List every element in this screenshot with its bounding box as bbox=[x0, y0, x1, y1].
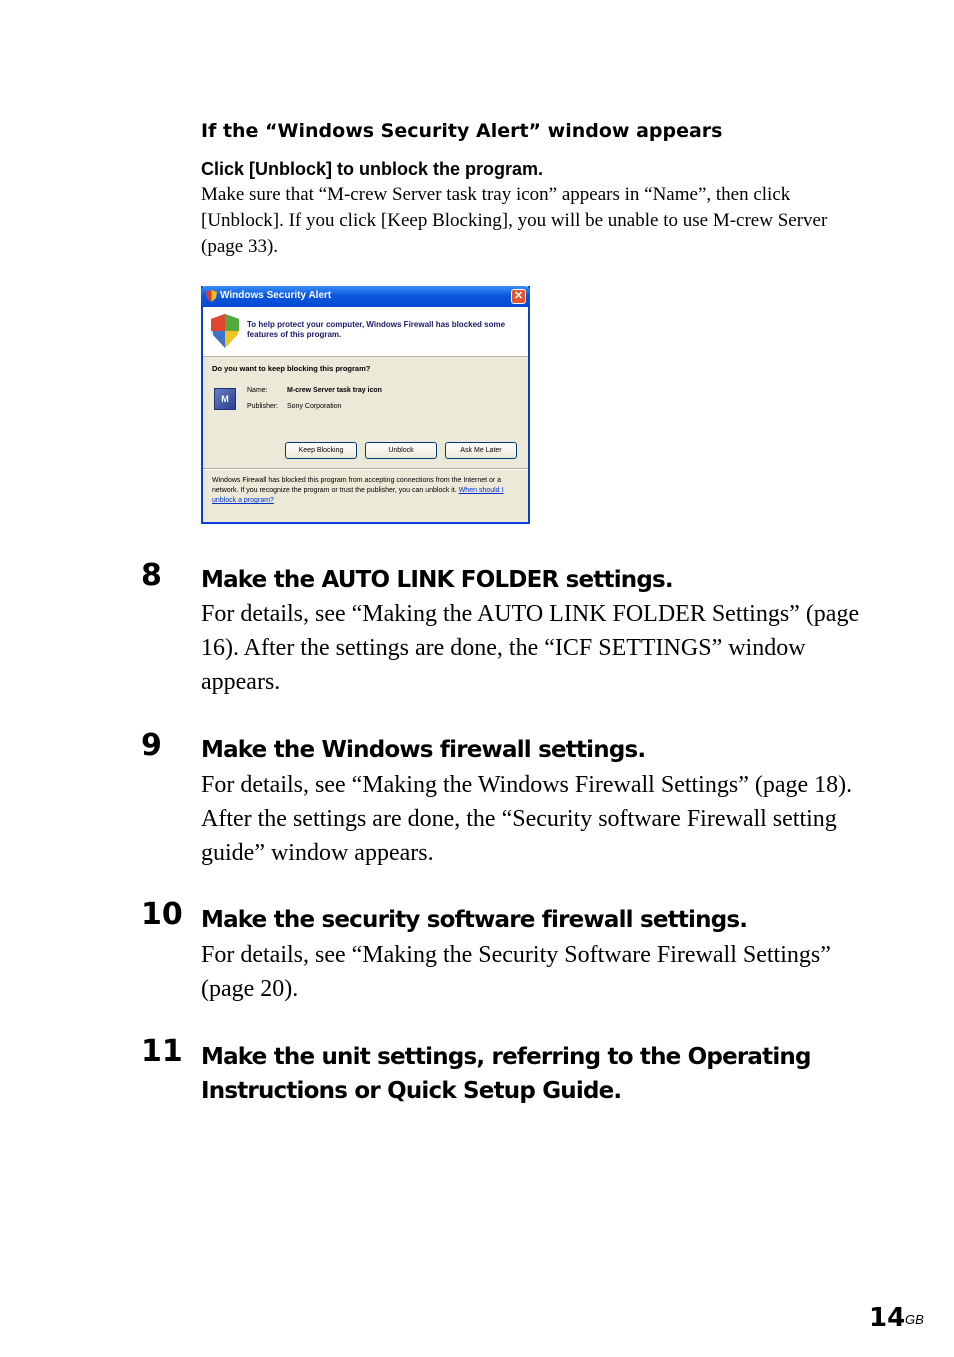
dialog-title: Windows Security Alert bbox=[220, 290, 332, 301]
keep-blocking-button[interactable]: Keep Blocking bbox=[285, 442, 357, 459]
step-body: For details, see “Making the AUTO LINK FOLDER Settings” (page 16). After the settings are done, the “ICF SETTINGS” window appears. bbox=[201, 601, 860, 695]
step-number: 9 bbox=[141, 728, 162, 763]
section-heading: If the “Windows Security Alert” window appears bbox=[201, 120, 723, 142]
step-number: 10 bbox=[141, 897, 183, 932]
name-label: Name: bbox=[247, 387, 268, 394]
step-number: 8 bbox=[141, 558, 162, 593]
dialog-separator bbox=[203, 468, 528, 470]
step-title-line: Instructions or Quick Setup Guide. bbox=[201, 1078, 622, 1104]
security-alert-dialog bbox=[201, 286, 530, 524]
dialog-footer bbox=[212, 476, 512, 506]
close-button[interactable] bbox=[511, 289, 526, 304]
step-title: Make the Windows firewall settings. bbox=[201, 737, 646, 763]
app-icon-letter: M bbox=[221, 394, 229, 404]
step-body: For details, see “Making the Windows Firewall Settings” (page 18). After the settings are done, the “Security software Firewall setting guide” window appears. bbox=[201, 772, 853, 866]
instruction-text: Click [Unblock] to unblock the program. bbox=[201, 159, 544, 179]
unblock-button[interactable]: Unblock bbox=[365, 442, 437, 459]
page-number: 14 bbox=[869, 1303, 906, 1333]
page-region-suffix: GB bbox=[905, 1312, 924, 1327]
name-value: M-crew Server task tray icon bbox=[287, 387, 382, 394]
unblock-help-link[interactable]: When should I unblock a program? bbox=[212, 487, 504, 504]
publisher-value: Sony Corporation bbox=[287, 403, 342, 410]
footer-message: Windows Firewall has blocked this program from accepting connections from the Internet or a network. If you recognize the program or trust the publisher, you can unblock it. bbox=[212, 477, 502, 494]
dialog-banner bbox=[203, 307, 528, 357]
step-body: For details, see “Making the Security Software Firewall Settings” (page 20). bbox=[201, 942, 831, 1002]
close-icon: ✕ bbox=[513, 290, 524, 302]
shield-icon bbox=[206, 290, 217, 302]
step-number: 11 bbox=[141, 1034, 183, 1069]
dialog-titlebar bbox=[201, 286, 530, 307]
m-crew-app-icon bbox=[214, 388, 236, 410]
note-paragraph: Make sure that “M-crew Server task tray icon” appears in “Name”, then click [Unblock]. If you click [Keep Blocking], you will be unable to use M-crew Server (page 33). bbox=[201, 184, 828, 257]
banner-message: To help protect your computer, Windows Firewall has blocked some features of this program. bbox=[247, 320, 506, 339]
dialog-question: Do you want to keep blocking this program? bbox=[212, 364, 371, 373]
step-title: Make the AUTO LINK FOLDER settings. bbox=[201, 567, 673, 593]
step-title-line: Make the unit settings, referring to the Operating bbox=[201, 1044, 811, 1070]
step-title: Make the security software firewall settings. bbox=[201, 907, 748, 933]
publisher-label: Publisher: bbox=[247, 403, 279, 410]
windows-security-shield-icon bbox=[211, 314, 239, 348]
ask-me-later-button[interactable]: Ask Me Later bbox=[445, 442, 517, 459]
